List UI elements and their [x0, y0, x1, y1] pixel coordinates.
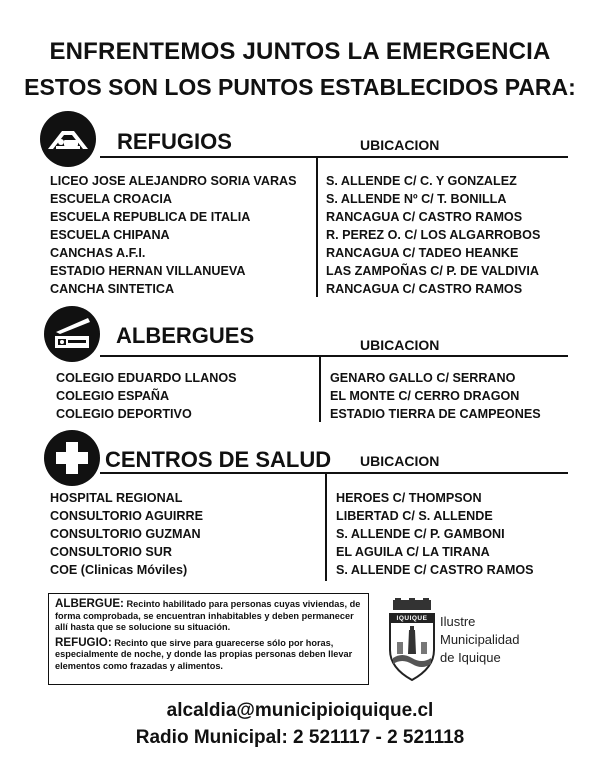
column-divider: [319, 356, 321, 422]
list-item: CANCHA SINTETICA: [50, 282, 175, 296]
list-item: HEROES C/ THOMPSON: [336, 491, 482, 505]
shelter-tent-icon: [40, 111, 96, 167]
list-item: RANCAGUA C/ TADEO HEANKE: [326, 246, 519, 260]
logo-line: de Iquique: [440, 650, 501, 665]
section-divider: [100, 355, 568, 357]
definition-term: REFUGIO:: [55, 635, 112, 649]
contact-email: alcaldia@municipioiquique.cl: [166, 700, 434, 721]
list-item: EL AGUILA C/ LA TIRANA: [336, 545, 490, 559]
albergues-names: [56, 369, 237, 423]
list-item: S. ALLENDE C/ P. GAMBONI: [336, 527, 505, 541]
list-item: ESTADIO TIERRA DE CAMPEONES: [330, 407, 541, 421]
logo-line: Municipalidad: [440, 632, 520, 647]
list-item: R. PEREZ O. C/ LOS ALGARROBOS: [326, 228, 541, 242]
section-title-albergues: ALBERGUES: [116, 323, 255, 348]
definition-text: Recinto habilitado para personas cuyas viviendas, de forma comprobada, se encuentran inhabitables y deben permanecer allí hasta que se solucione su situación.: [55, 599, 361, 633]
list-item: RANCAGUA C/ CASTRO RAMOS: [326, 282, 523, 296]
list-item: LIBERTAD C/ S. ALLENDE: [336, 509, 493, 523]
list-item: LAS ZAMPOÑAS C/ P. DE VALDIVIA: [326, 264, 539, 278]
refugios-names: [50, 172, 297, 298]
column-divider: [325, 473, 327, 581]
list-item: ESCUELA CROACIA: [50, 192, 172, 206]
list-item: HOSPITAL REGIONAL: [50, 491, 183, 505]
lodging-bed-icon: [44, 306, 100, 362]
location-header-albergues: UBICACION: [360, 337, 440, 353]
list-item: S. ALLENDE C/ CASTRO RAMOS: [336, 563, 534, 577]
contact-radio: Radio Municipal: 2 521117 - 2 521118: [135, 727, 465, 748]
section-title-centros-salud: CENTROS DE SALUD: [105, 447, 332, 472]
list-item: COLEGIO ESPAÑA: [56, 389, 170, 403]
list-item: COLEGIO DEPORTIVO: [56, 407, 192, 421]
definition-text: Recinto que sirve para guarecerse sólo por horas, especialmente de noche, y donde las propias personas deben llevar elementos como frazadas y alimentos.: [55, 637, 353, 671]
municipal-crest-icon: [387, 598, 437, 682]
section-divider: [100, 156, 568, 158]
list-item: CONSULTORIO GUZMAN: [50, 527, 201, 541]
location-header-refugios: UBICACION: [360, 137, 440, 153]
municipal-name: [440, 613, 520, 667]
list-item: CANCHAS A.F.I.: [50, 246, 146, 260]
subheadline: ESTOS SON LOS PUNTOS ESTABLECIDOS PARA:: [24, 74, 576, 100]
section-divider: [100, 472, 568, 474]
section-title-refugios: REFUGIOS: [117, 129, 232, 154]
definition-albergue: [55, 598, 362, 634]
salud-locations: [336, 489, 534, 579]
definitions-box: [48, 593, 369, 685]
list-item: ESTADIO HERNAN VILLANUEVA: [50, 264, 246, 278]
salud-names: [50, 489, 203, 579]
location-header-centros-salud: UBICACION: [360, 453, 440, 469]
list-item: RANCAGUA C/ CASTRO RAMOS: [326, 210, 523, 224]
list-item: CONSULTORIO AGUIRRE: [50, 509, 203, 523]
logo-line: Ilustre: [440, 614, 476, 629]
definition-refugio: [55, 637, 362, 673]
headline: ENFRENTEMOS JUNTOS LA EMERGENCIA: [49, 38, 551, 65]
list-item: CONSULTORIO SUR: [50, 545, 172, 559]
list-item: S. ALLENDE C/ C. Y GONZALEZ: [326, 174, 517, 188]
crest-banner-text: IQUIQUE: [396, 615, 428, 622]
column-divider: [316, 157, 318, 297]
list-item: S. ALLENDE Nº C/ T. BONILLA: [326, 192, 507, 206]
albergues-locations: [330, 369, 541, 423]
list-item: LICEO JOSE ALEJANDRO SORIA VARAS: [50, 174, 297, 188]
list-item: COE (Clinicas Móviles): [50, 563, 188, 577]
list-item: ESCUELA REPUBLICA DE ITALIA: [50, 210, 251, 224]
list-item: EL MONTE C/ CERRO DRAGON: [330, 389, 520, 403]
refugios-locations: [326, 172, 540, 298]
list-item: COLEGIO EDUARDO LLANOS: [56, 371, 237, 385]
list-item: GENARO GALLO C/ SERRANO: [330, 371, 516, 385]
definition-term: ALBERGUE:: [55, 597, 124, 610]
list-item: ESCUELA CHIPANA: [50, 228, 170, 242]
medical-cross-icon: [44, 430, 100, 486]
